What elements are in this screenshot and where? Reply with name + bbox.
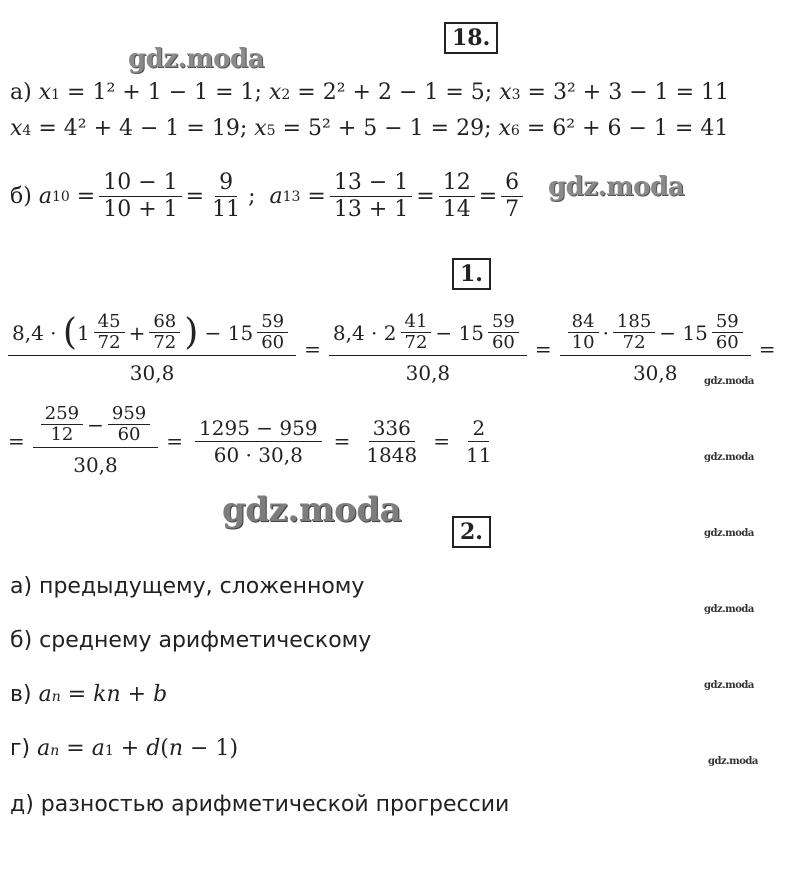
section-number-2: 2. — [452, 516, 491, 548]
x3-rhs: = 3² + 3 − 1 = 11 — [527, 80, 730, 105]
x4-rhs: = 4² + 4 − 1 = 19; — [38, 116, 248, 141]
item-prefix-a: а) — [10, 80, 32, 105]
answer-v: в) a n = kn + b — [10, 682, 168, 707]
answer-d: д) разностью арифметической прогрессии — [10, 792, 510, 817]
watermark: gdz.moda — [704, 680, 754, 691]
watermark: gdz.moda — [704, 604, 754, 615]
watermark: gdz.moda — [704, 452, 754, 463]
watermark: gdz.moda — [704, 528, 754, 539]
answer-a: а) предыдущему, сложенному — [10, 574, 365, 599]
calc-line-2: = $\frac{259}{12}$ − $\frac{959}{60}$ 30,8 = $\frac{1295 - 959}{60 \cdot 30,8}$ = $\frac{336}{1848}$ = $\frac{2}{11}$ — [8, 403, 492, 477]
equation-line-a2: x 4 = 4² + 4 − 1 = 19; x 5 = 5² + 5 − 1 = 29; x 6 = 6² + 6 − 1 = 41 — [10, 116, 729, 141]
section-number-1: 1. — [452, 258, 491, 290]
section-number-18: 18. — [444, 22, 498, 54]
equation-line-b: б) a 10 = $\frac{10 - 1}{10 + 1}$ = $\frac{9}{11}$ ; a 13 = $\frac{13 - 1}{13 + 1}$ = $\frac{12}{14}$ = $\frac{6}{7}$ — [10, 170, 527, 223]
watermark: gdz.moda — [708, 756, 758, 767]
calc-line-1: 8,4 · ( 1 $\frac{45}{72}$ + $\frac{68}{72}$ ) − 15 $\frac{59}{60}$ 30,8 = 8,4 · 2 $\frac{41}{72}$ − 15 $\frac{59}{60}$ 30,8 = $\frac{84}{10}$ · $\frac{185}{72}$ − 15 $\frac{59}{60}$ 30,8 = — [8, 312, 784, 386]
watermark: gdz.moda — [548, 172, 685, 202]
x2-rhs: = 2² + 2 − 1 = 5; — [297, 80, 493, 105]
equation-line-a1: а) x 1 = 1² + 1 − 1 = 1; x 2 = 2² + 2 − 1 = 5; x 3 = 3² + 3 − 1 = 11 — [10, 80, 730, 105]
x1-rhs: = 1² + 1 − 1 = 1; — [67, 80, 262, 105]
answer-b: б) среднему арифметическому — [10, 628, 372, 653]
answer-g: г) a n = a 1 + d ( n − 1) — [10, 736, 239, 761]
x5-rhs: = 5² + 5 − 1 = 29; — [282, 116, 492, 141]
watermark: gdz.moda — [128, 44, 265, 74]
watermark: gdz.moda — [222, 490, 402, 530]
item-prefix-b: б) — [10, 184, 32, 209]
watermark: gdz.moda — [704, 376, 754, 387]
x6-rhs: = 6² + 6 − 1 = 41 — [526, 116, 729, 141]
